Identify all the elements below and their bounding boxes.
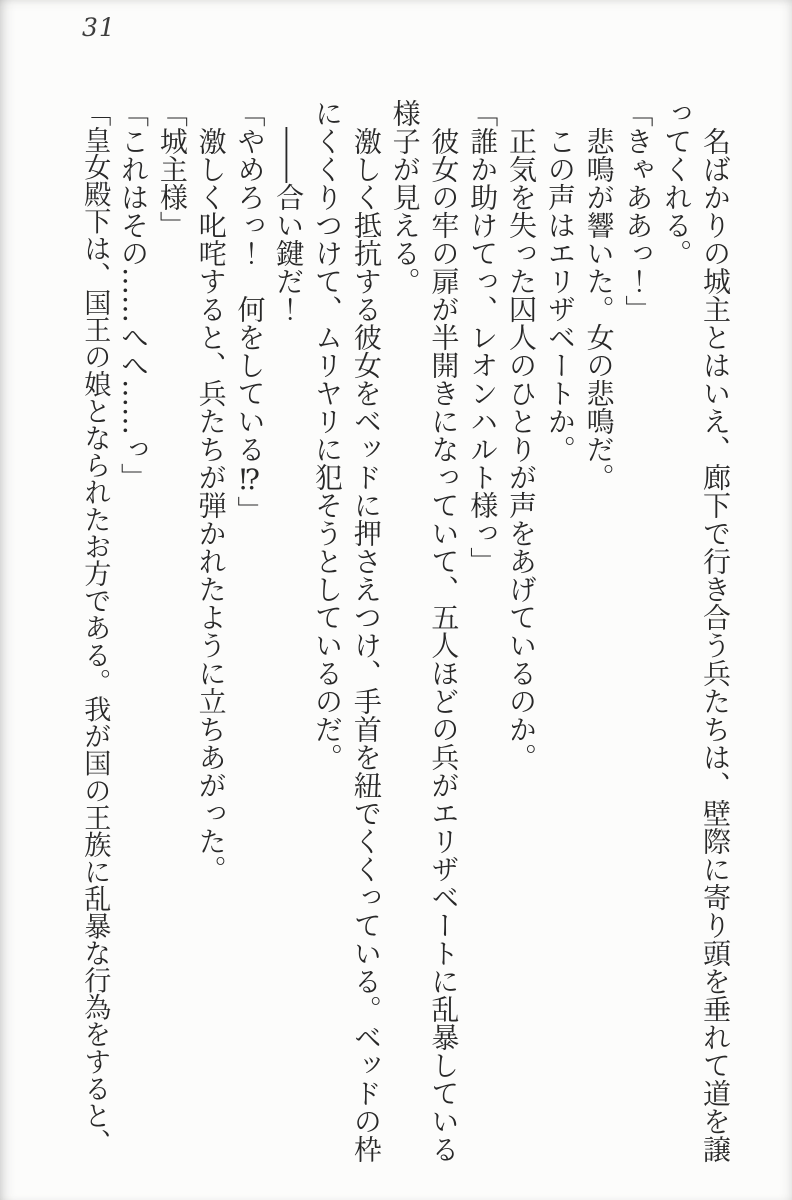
paragraph: 激しく叱咤すると、兵たちが弾かれたように立ちあがった。 [194, 127, 228, 883]
paragraph: 激しく抵抗する彼女をベッドに押さえつけ、手首を紐でくくっている。ベッドの枠にくくりつけて、ムリヤリに犯そうとしているのだ。 [311, 99, 383, 1163]
paragraph: この声はエリザベートか。 [543, 127, 577, 463]
paragraph: ――合い鍵だ！ [272, 127, 306, 323]
text-block [44, 99, 734, 1169]
paragraph: 「やめろっ！ 何をしている⁉」 [233, 99, 267, 524]
paragraph: 悲鳴が響いた。女の悲鳴だ。 [582, 127, 616, 491]
page-number: 31 [82, 13, 116, 42]
paragraph: 正気を失った囚人のひとりが声をあげているのか。 [505, 127, 539, 771]
paragraph: 「これはその……へへ……っ」 [117, 99, 151, 491]
paragraph: 「皇女殿下は、国王の娘となられたお方である。我が国の王族に乱暴な行為をすると、 [79, 99, 111, 1156]
paragraph: 「きゃああっ！」 [621, 99, 655, 323]
paragraph: 名ばかりの城主とはいえ、廊下で行き合う兵たちは、壁際に寄り頭を垂れて道を譲ってくれる。 [660, 99, 732, 1163]
paragraph: 「誰か助けてっ、レオンハルト様っ」 [466, 99, 500, 575]
paragraph: 彼女の牢の扉が半開きになっていて、五人ほどの兵がエリザベートに乱暴している様子が見える。 [388, 99, 461, 1163]
paragraph: 「城主様」 [155, 99, 189, 239]
